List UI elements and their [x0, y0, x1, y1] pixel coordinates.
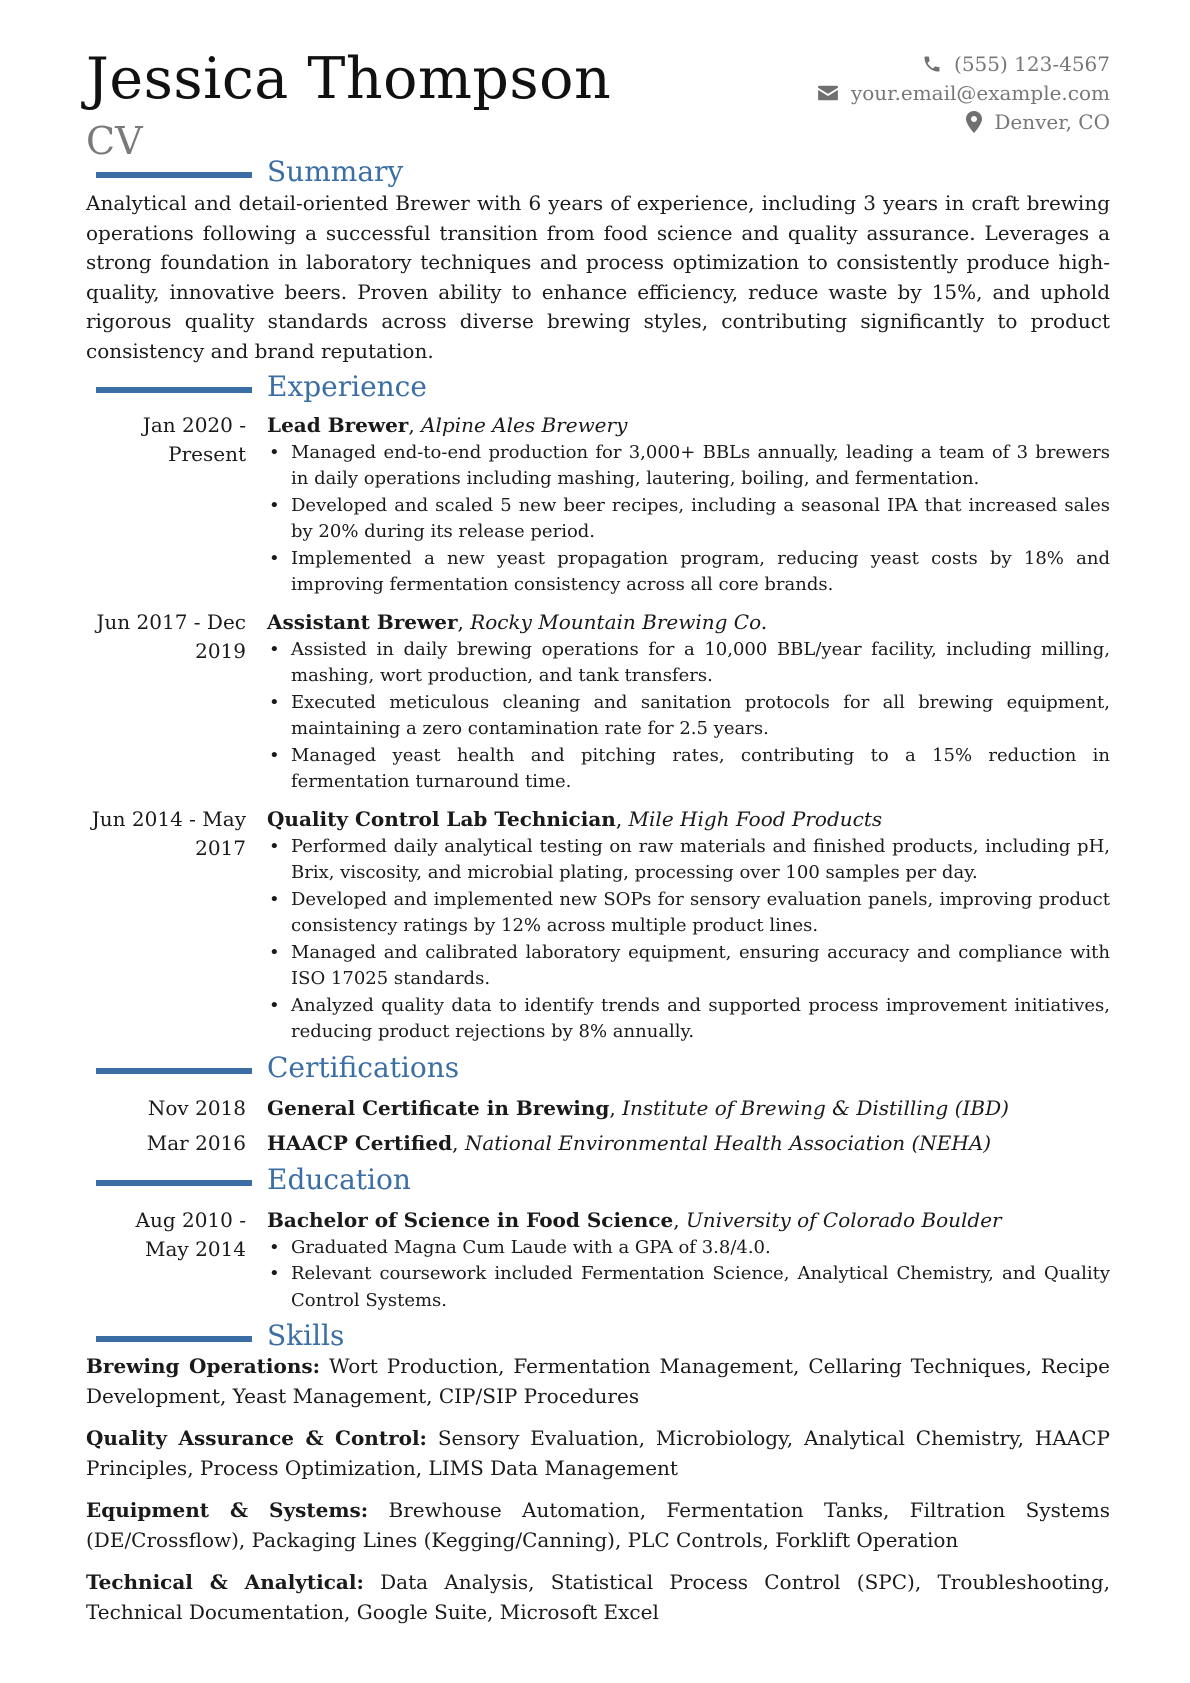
skill-label: Equipment & Systems: [86, 1498, 369, 1523]
skill-text: Brewhouse Automation, Fermentation Tanks, Filtration Systems (DE/Crossflow), Packaging Lines (Kegging/Canning), PLC Controls, Forklift Operation [86, 1498, 1111, 1552]
entry-date [86, 411, 267, 599]
list-item: • Implemented a new yeast propagation program, reducing yeast costs by 18% and improving fermentation consistency across all core brands. [291, 546, 1110, 599]
list-item: • Managed end-to-end production for 3,000+ BBLs annually, leading a team of 3 brewers in daily operations including mashing, lautering, boiling, and fermentation. [291, 440, 1110, 493]
contact-phone [817, 50, 1110, 78]
skills-list [86, 1352, 1110, 1627]
phone-text: (555) 123-4567 [954, 52, 1110, 76]
bullet-list [267, 440, 1110, 599]
organization: Alpine Ales Brewery [421, 412, 628, 437]
contact-location [817, 108, 1110, 136]
entry-head: Quality Control Lab Technician, Mile High Food Products [267, 806, 883, 831]
organization: National Environmental Health Association (NEHA) [464, 1130, 992, 1155]
role-title: Lead Brewer [267, 412, 409, 437]
list-item: • Executed meticulous cleaning and sanitation protocols for all brewing equipment, maintaining a zero contamination rate for 2.5 years. [291, 690, 1110, 743]
entry-head: Bachelor of Science in Food Science, University of Colorado Boulder [267, 1207, 1002, 1232]
summary-heading [86, 155, 1110, 188]
skill-text: Data Analysis, Statistical Process Control (SPC), Troubleshooting, Technical Documentation, Google Suite, Microsoft Excel [86, 1570, 1111, 1624]
entry-body [267, 411, 1110, 599]
entry-body [267, 608, 1110, 796]
entry-body [267, 805, 1110, 1046]
heading-rule [96, 172, 252, 178]
list-item: • Graduated Magna Cum Laude with a GPA of 3.8/4.0. [291, 1235, 1110, 1262]
list-item: • Relevant coursework included Fermentation Science, Analytical Chemistry, and Quality Control Systems. [291, 1261, 1110, 1314]
experience-entry [86, 608, 1110, 796]
phone-icon [922, 54, 942, 74]
bullet-list [267, 834, 1110, 1046]
degree-name: Bachelor of Science in Food Science [267, 1207, 674, 1232]
list-item: • Developed and implemented new SOPs for sensory evaluation panels, improving product consistency ratings by 12% across multiple product lines. [291, 887, 1110, 940]
skills-title: Skills [267, 1319, 345, 1353]
list-item: • Assisted in daily brewing operations for a 10,000 BBL/year facility, including milling, mashing, wort production, and tank transfers. [291, 637, 1110, 690]
date-text: Jan 2020 - Present [142, 412, 246, 466]
heading-rule [96, 1336, 252, 1342]
organization: Institute of Brewing & Distilling (IBD) [622, 1095, 1009, 1120]
skill-text: Sensory Evaluation, Microbiology, Analytical Chemistry, HAACP Principles, Process Optimization, LIMS Data Management [86, 1426, 1110, 1480]
summary-text: Analytical and detail-oriented Brewer with 6 years of experience, including 3 years in craft brewing operations following a successful transition from food science and quality assurance. Leverages a strong foundation in laboratory techniques and process optimization to consistently produce high-quality, innovative beers. Proven ability to enhance efficiency, reduce waste by 15%, and uphold rigorous quality standards across diverse brewing styles, contributing significantly to product consistency and brand reputation. [86, 191, 1110, 363]
document-subtitle: CV [86, 119, 143, 163]
date-text: Jun 2014 - May 2017 [91, 806, 246, 860]
skill-group [86, 1568, 1110, 1627]
entry-head: Lead Brewer, Alpine Ales Brewery [267, 412, 628, 437]
entry-head: General Certificate in Brewing, Institute of Brewing & Distilling (IBD) [267, 1095, 1009, 1120]
skill-group [86, 1352, 1110, 1411]
entry-date [86, 1206, 267, 1315]
entry-body [267, 1094, 1110, 1123]
skill-group [86, 1496, 1110, 1555]
certifications-list [86, 1094, 1110, 1158]
heading-rule [96, 387, 252, 393]
education-list [86, 1206, 1110, 1315]
list-item: • Analyzed quality data to identify trends and supported process improvement initiatives, reducing product rejections by 8% annually. [291, 993, 1110, 1046]
contact-email[interactable] [817, 79, 1110, 107]
role-title: Quality Control Lab Technician [267, 806, 616, 831]
entry-body [267, 1206, 1110, 1315]
location-text: Denver, CO [994, 110, 1110, 134]
certifications-title: Certifications [267, 1050, 460, 1084]
education-title: Education [267, 1162, 411, 1196]
contact-block [817, 50, 1110, 137]
bullet-list [267, 637, 1110, 796]
cv-page [86, 40, 1110, 1640]
skill-text: Wort Production, Fermentation Management, Cellaring Techniques, Recipe Development, Yeast Management, CIP/SIP Procedures [86, 1354, 1110, 1408]
role-title: Assistant Brewer [267, 609, 458, 634]
entry-date: Nov 2018 [147, 1095, 246, 1120]
experience-list [86, 411, 1110, 1046]
entry-head: Assistant Brewer, Rocky Mountain Brewing Co. [267, 609, 768, 634]
skill-label: Quality Assurance & Control: [86, 1426, 427, 1451]
certificate-name: General Certificate in Brewing [267, 1095, 610, 1120]
certification-entry [86, 1129, 1110, 1158]
map-pin-icon [966, 111, 982, 133]
list-item: • Managed yeast health and pitching rates, contributing to a 15% reduction in fermentation turnaround time. [291, 743, 1110, 796]
entry-date: Mar 2016 [146, 1130, 246, 1155]
list-item: • Managed and calibrated laboratory equipment, ensuring accuracy and compliance with ISO 17025 standards. [291, 940, 1110, 993]
education-entry [86, 1206, 1110, 1315]
person-name: Jessica Thompson [86, 46, 612, 112]
education-heading [86, 1162, 1110, 1196]
experience-entry [86, 411, 1110, 599]
list-item: • Developed and scaled 5 new beer recipes, including a seasonal IPA that increased sales by 20% during its release period. [291, 493, 1110, 546]
experience-title: Experience [267, 369, 427, 403]
experience-entry [86, 805, 1110, 1046]
experience-heading [86, 369, 1110, 403]
email-text[interactable]: your.email@example.com [850, 81, 1110, 105]
certification-entry [86, 1094, 1110, 1123]
entry-date [86, 805, 267, 1046]
cv-header [86, 40, 1110, 163]
summary-title: Summary [267, 155, 404, 188]
organization: University of Colorado Boulder [685, 1207, 1002, 1232]
envelope-icon [817, 84, 839, 102]
skills-heading [86, 1319, 1110, 1353]
entry-body [267, 1129, 1110, 1158]
heading-rule [96, 1180, 252, 1186]
certifications-heading [86, 1050, 1110, 1084]
list-item: • Performed daily analytical testing on raw materials and finished products, including pH, Brix, viscosity, and microbial plating, processing over 100 samples per day. [291, 834, 1110, 887]
certificate-name: HAACP Certified [267, 1130, 453, 1155]
heading-rule [96, 1068, 252, 1074]
entry-date [86, 608, 267, 796]
organization: Rocky Mountain Brewing Co. [470, 609, 768, 634]
skill-label: Technical & Analytical: [86, 1570, 364, 1595]
skill-label: Brewing Operations: [86, 1354, 321, 1379]
skill-group [86, 1424, 1110, 1483]
date-text: Aug 2010 - May 2014 [135, 1207, 246, 1261]
bullet-list [267, 1235, 1110, 1315]
date-text: Jun 2017 - Dec 2019 [96, 609, 246, 663]
organization: Mile High Food Products [628, 806, 883, 831]
entry-head: HAACP Certified, National Environmental Health Association (NEHA) [267, 1130, 992, 1155]
